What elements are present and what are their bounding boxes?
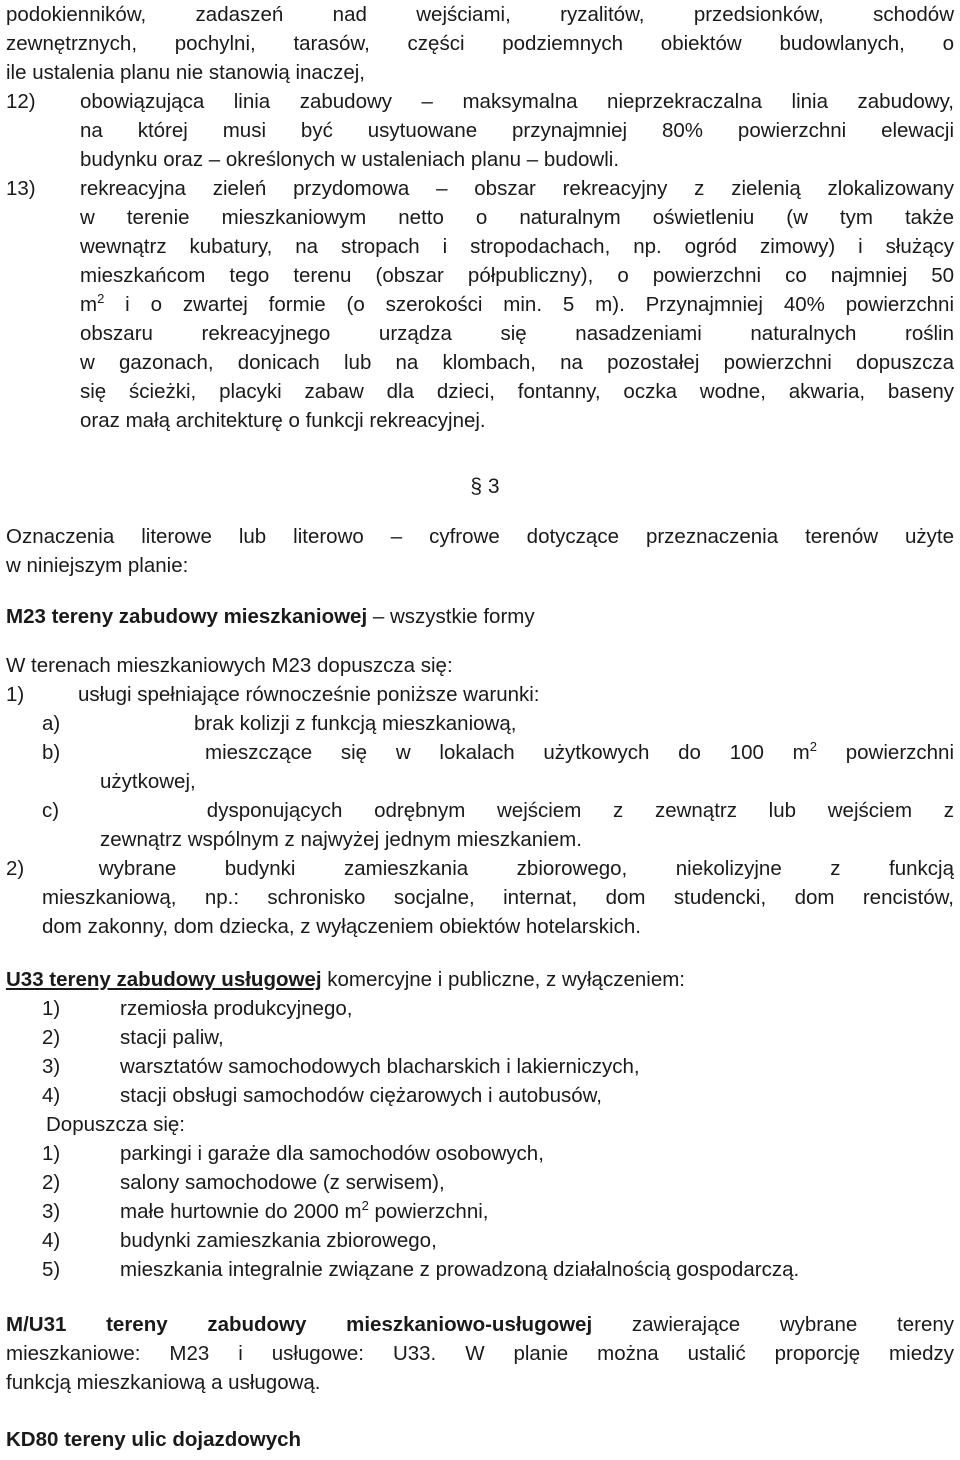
intro-paragraph <box>6 0 954 87</box>
superscript: 2 <box>809 739 817 754</box>
list-text: stacji paliw, <box>120 1026 224 1049</box>
list-number: 4) <box>42 1084 61 1107</box>
list-number: 3) <box>42 1200 61 1223</box>
list-text: budynki zamieszkania zbiorowego, <box>120 1229 437 1252</box>
m23-item-2-line: dom zakonny, dom dziecka, z wyłączeniem obiektów hotelarskich. <box>42 915 641 938</box>
list-number: 5) <box>42 1258 61 1281</box>
item-number: 1) <box>6 683 25 706</box>
u33-heading: U33 tereny zabudowy usługowej <box>6 968 322 991</box>
list-number: 1) <box>42 997 61 1020</box>
mu31-line: funkcją mieszkaniową a usługową. <box>6 1371 321 1394</box>
definition-line: wewnątrz kubatury, na stropach i stropodachach, np. ogród zimowy) i służący <box>80 235 954 258</box>
definition-line: rekreacyjna zieleń przydomowa – obszar rekreacyjny z zielenią zlokalizowany <box>80 177 954 200</box>
list-text: powierzchni, <box>368 1200 489 1223</box>
u33-allowed <box>6 1139 954 1168</box>
item-text: dysponujących odrębnym wejściem z zewnątrz lub wejściem z <box>206 799 954 822</box>
list-number: 2) <box>42 1026 61 1049</box>
list-text: małe hurtownie do 2000 m <box>120 1200 362 1223</box>
definition-line: budynku oraz – określonych w ustaleniach planu – budowli. <box>80 148 620 171</box>
definition-line: się ścieżki, placyki zabaw dla dzieci, fontanny, oczka wodne, akwaria, baseny <box>80 380 954 403</box>
m23-item-c-cont: zewnątrz wspólnym z najwyżej jednym mieszkaniem. <box>100 828 582 851</box>
definition-line: mieszkańcom tego terenu (obszar półpubliczny), o powierzchni co najmniej 50 <box>80 264 954 287</box>
intro-line: zewnętrznych, pochylni, tarasów, części podziemnych obiektów budowlanych, o <box>6 32 954 55</box>
list-number: 3) <box>42 1055 61 1078</box>
m23-heading: M23 tereny zabudowy mieszkaniowej <box>6 605 368 628</box>
intro-line: ile ustalenia planu nie stanowią inaczej, <box>6 61 365 84</box>
u33-exclusion <box>6 1052 954 1081</box>
m23-item-2 <box>6 854 954 883</box>
u33-allowed <box>6 1226 954 1255</box>
mu31-heading-rest: zawierające wybrane tereny <box>631 1313 954 1336</box>
list-number: 4) <box>42 1229 61 1252</box>
u33-exclusion <box>6 994 954 1023</box>
definition-line: w gazonach, donicach lub na klombach, na pozostałej powierzchni dopuszcza <box>80 351 954 374</box>
m23-item-1 <box>6 680 954 709</box>
item-letter: c) <box>42 799 60 822</box>
superscript: 2 <box>97 291 105 306</box>
item-letter: a) <box>42 712 61 735</box>
m23-item-b-cont: użytkowej, <box>100 770 196 793</box>
list-text: salony samochodowe (z serwisem), <box>120 1171 445 1194</box>
definition-line: obowiązująca linia zabudowy – maksymalna nieprzekraczalna linia zabudowy, <box>80 90 954 113</box>
m23-heading-line <box>6 602 954 631</box>
m23-item-c <box>6 796 954 825</box>
definition-number: 13) <box>6 177 36 200</box>
m23-heading-rest: – wszystkie formy <box>367 605 535 628</box>
definition-line: na której musi być usytuowane przynajmniej 80% powierzchni elewacji <box>80 119 954 142</box>
m23-item-b <box>6 738 954 767</box>
item-number: 2) <box>6 857 25 880</box>
designations-line: w niniejszym planie: <box>6 554 189 577</box>
list-text: warsztatów samochodowych blacharskich i lakierniczych, <box>120 1055 640 1078</box>
item-text: brak kolizji z funkcją mieszkaniową, <box>194 712 517 735</box>
list-number: 1) <box>42 1142 61 1165</box>
mu31-heading: M/U31 tereny zabudowy mieszkaniowo-usługowej <box>6 1313 593 1336</box>
u33-heading-rest: komercyjne i publiczne, z wyłączeniem: <box>321 968 685 991</box>
definition-line: w terenie mieszkaniowym netto o naturalnym oświetleniu (w tym także <box>80 206 954 229</box>
mu31-heading-line <box>6 1310 954 1339</box>
list-text: parkingi i garaże dla samochodów osobowych, <box>120 1142 544 1165</box>
list-text: mieszkania integralnie związane z prowadzoną działalnością gospodarczą. <box>120 1258 800 1281</box>
mu31-line: mieszkaniowe: M23 i usługowe: U33. W planie można ustalić proporcję miedzy <box>6 1342 954 1365</box>
u33-allowed-label: Dopuszcza się: <box>46 1113 186 1136</box>
designations-intro <box>6 522 954 580</box>
line-text: i o zwartej formie (o szerokości min. 5 m). Przynajmniej 40% powierzchni <box>104 293 954 316</box>
kd80-heading: KD80 tereny ulic dojazdowych <box>6 1428 302 1451</box>
item-text: usługi spełniające równocześnie poniższe warunki: <box>78 683 540 706</box>
m23-intro: W terenach mieszkaniowych M23 dopuszcza się: <box>6 654 453 677</box>
u33-exclusion <box>6 1081 954 1110</box>
list-number: 2) <box>42 1171 61 1194</box>
u33-section <box>6 965 954 1284</box>
definition-line <box>6 290 954 319</box>
intro-line: podokienników, zadaszeń nad wejściami, ryzalitów, przedsionków, schodów <box>6 3 954 26</box>
m23-item-2-line: mieszkaniową, np.: schronisko socjalne, internat, dom studencki, dom rencistów, <box>42 886 954 909</box>
designations-line: Oznaczenia literowe lub literowo – cyfrowe dotyczące przeznaczenia terenów użyte <box>6 525 954 548</box>
definition-number: 12) <box>6 90 36 113</box>
section-heading: § 3 <box>470 475 500 498</box>
item-text: mieszczące się w lokalach użytkowych do 100 m <box>205 741 810 764</box>
u33-allowed <box>6 1168 954 1197</box>
definition-line: oraz małą architekturę o funkcji rekreacyjnej. <box>80 409 486 432</box>
u33-allowed <box>6 1255 954 1284</box>
u33-allowed <box>6 1197 954 1226</box>
definition-12 <box>6 87 954 174</box>
u33-heading-line <box>6 965 954 994</box>
m23-item-a <box>6 709 954 738</box>
unit-text: m <box>80 293 98 316</box>
item-text: wybrane budynki zamieszkania zbiorowego, niekolizyjne z funkcją <box>98 857 954 880</box>
kd80-section <box>6 1425 954 1454</box>
definition-line: obszaru rekreacyjnego urządza się nasadzeniami naturalnych roślin <box>80 322 954 345</box>
list-text: stacji obsługi samochodów ciężarowych i autobusów, <box>120 1084 603 1107</box>
definition-13 <box>6 174 954 435</box>
superscript: 2 <box>361 1198 369 1213</box>
item-text: powierzchni <box>816 741 954 764</box>
item-letter: b) <box>42 741 61 764</box>
mu31-section <box>6 1310 954 1397</box>
u33-exclusion <box>6 1023 954 1052</box>
list-text: rzemiosła produkcyjnego, <box>120 997 353 1020</box>
document-page <box>6 0 954 1454</box>
m23-section <box>6 602 954 941</box>
